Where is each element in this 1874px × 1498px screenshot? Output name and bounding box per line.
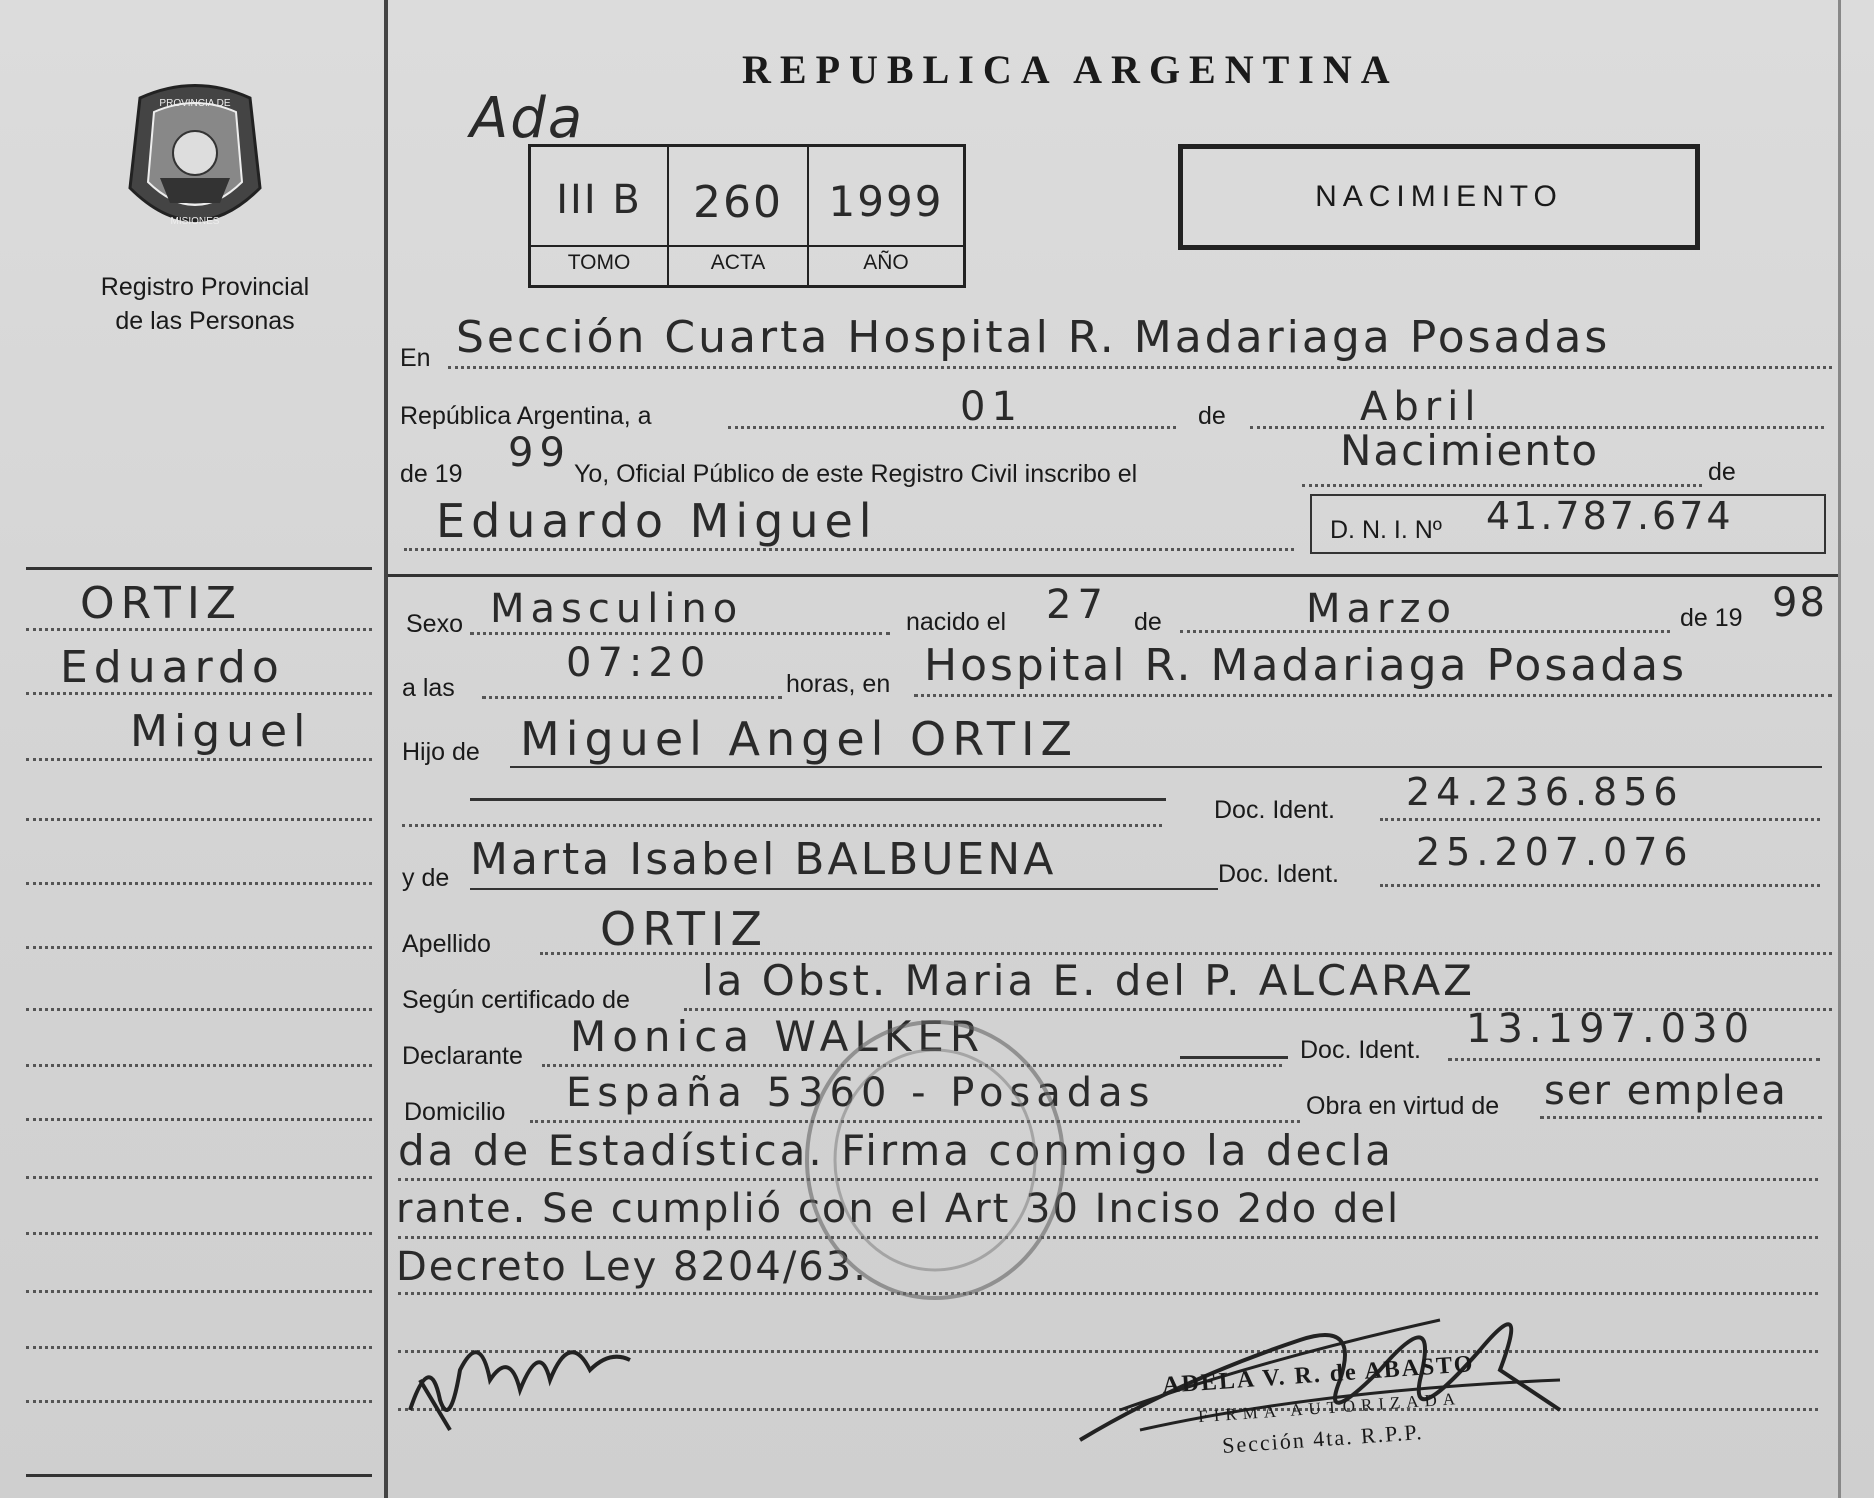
country-title: REPUBLICA ARGENTINA xyxy=(742,47,1399,92)
time-value: 07:20 xyxy=(566,640,712,686)
doc-label-1: Doc. Ident. xyxy=(1214,796,1335,824)
observation-line-3: Decreto Ley 8204/63. xyxy=(396,1244,868,1290)
declarante-doc: 13.197.030 xyxy=(1466,1006,1756,1052)
anio-label: AÑO xyxy=(863,251,909,274)
left-column-divider xyxy=(384,0,388,1498)
year-prefix: de 19 xyxy=(400,460,463,488)
act-type-label: NACIMIENTO xyxy=(1315,180,1563,213)
day-value: 01 xyxy=(960,384,1023,430)
act-value: Nacimiento xyxy=(1340,426,1600,475)
margin-name-2: Miguel xyxy=(130,706,312,757)
alas-label: a las xyxy=(402,674,455,702)
acta-value: 260 xyxy=(693,177,783,228)
segun-label: Según certificado de xyxy=(402,986,630,1014)
registry-name xyxy=(60,270,350,338)
father-doc: 24.236.856 xyxy=(1406,770,1684,814)
dni-value: 41.787.674 xyxy=(1486,494,1734,538)
margin-name-1: Eduardo xyxy=(60,642,285,693)
month-value: Abril xyxy=(1360,384,1482,430)
mother-value: Marta Isabel BALBUENA xyxy=(470,834,1057,885)
en-value: Sección Cuarta Hospital R. Madariaga Posadas xyxy=(456,312,1611,363)
record-box xyxy=(528,144,966,288)
sexo-label: Sexo xyxy=(406,610,463,638)
registry-line-2: de las Personas xyxy=(115,307,295,335)
official-stamp-icon xyxy=(790,1010,1080,1310)
section-rule-1 xyxy=(388,574,1838,577)
father-value: Miguel Angel ORTIZ xyxy=(520,712,1079,766)
apellido-label: Apellido xyxy=(402,930,491,958)
nacido-label: nacido el xyxy=(906,608,1007,636)
svg-text:MISIONES: MISIONES xyxy=(170,216,220,227)
registry-line-1: Registro Provincial xyxy=(100,273,310,301)
obra-label: Obra en virtud de xyxy=(1306,1092,1500,1120)
act-type-box xyxy=(1178,144,1700,250)
birth-year-label: de 19 xyxy=(1680,604,1743,632)
republica-label: República Argentina, a xyxy=(400,402,652,430)
de-label-1: de xyxy=(1198,402,1226,430)
birth-month: Marzo xyxy=(1306,586,1457,632)
declarant-signature-icon xyxy=(400,1290,660,1440)
horas-label: horas, en xyxy=(786,670,891,698)
province-seal-icon xyxy=(120,78,270,248)
segun-value: la Obst. Maria E. del P. ALCARAZ xyxy=(702,956,1475,1005)
yde-label: y de xyxy=(402,864,450,892)
mother-doc: 25.207.076 xyxy=(1416,830,1694,874)
doc-label-3: Doc. Ident. xyxy=(1300,1036,1421,1064)
doc-label-2: Doc. Ident. xyxy=(1218,860,1339,888)
tomo-value: III B xyxy=(556,177,642,223)
tomo-label: TOMO xyxy=(567,251,631,274)
de-label-2: de xyxy=(1708,458,1736,486)
margin-bottom-rule xyxy=(26,1474,372,1477)
margin-surname: ORTIZ xyxy=(80,578,242,629)
place-value: Hospital R. Madariaga Posadas xyxy=(924,640,1688,691)
birth-year-suffix: 98 xyxy=(1772,580,1827,626)
apellido-value: ORTIZ xyxy=(600,902,768,956)
domicilio-value: España 5360 - Posadas xyxy=(566,1070,1156,1116)
child-name: Eduardo Miguel xyxy=(436,494,878,548)
svg-text:PROVINCIA DE: PROVINCIA DE xyxy=(159,98,231,109)
section-label: Sección 4ta. R.P.P. xyxy=(1221,1418,1425,1459)
obra-value: ser emplea xyxy=(1544,1068,1788,1114)
observation-line-1: da de Estadística. Firma conmigo la decla xyxy=(398,1126,1394,1175)
observation-line-2: rante. Se cumplió con el Art 30 Inciso 2do del xyxy=(396,1186,1401,1232)
anio-value: 1999 xyxy=(828,177,944,226)
hijo-label: Hijo de xyxy=(402,738,480,766)
margin-top-rule xyxy=(26,567,372,570)
right-page-edge xyxy=(1838,0,1841,1498)
domicilio-label: Domicilio xyxy=(404,1098,506,1126)
handwritten-annotation: Ada xyxy=(470,86,585,151)
en-label: En xyxy=(400,344,431,372)
declarante-value: Monica WALKER xyxy=(570,1012,986,1061)
dni-label: D. N. I. Nº xyxy=(1330,516,1442,544)
birth-de-label: de xyxy=(1134,608,1162,636)
declarante-label: Declarante xyxy=(402,1042,523,1070)
sexo-value: Masculino xyxy=(490,586,744,632)
oficial-label: Yo, Oficial Público de este Registro Civil inscribo el xyxy=(574,460,1138,488)
officer-name: ADELA V. R. de ABASTO xyxy=(1161,1351,1476,1399)
authorized-signature-label: FIRMA AUTORIZADA xyxy=(1197,1388,1462,1427)
year-suffix: 99 xyxy=(508,430,571,476)
birth-day: 27 xyxy=(1046,582,1109,628)
acta-label: ACTA xyxy=(710,251,766,274)
